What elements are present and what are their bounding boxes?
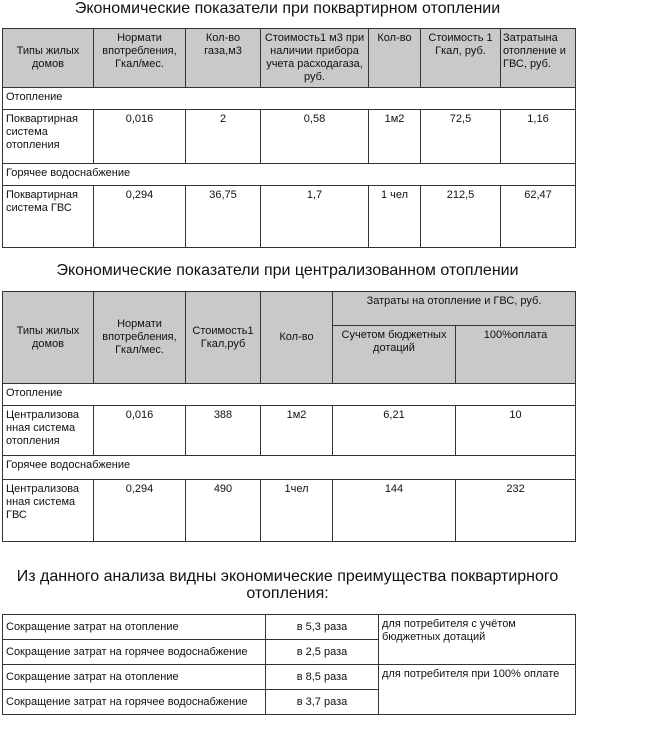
col-header-house-type: Типы жилых домов [3, 29, 94, 88]
cell-norm: 0,016 [94, 406, 186, 456]
col-header-gas-amount: Кол-во газа,м3 [186, 29, 261, 88]
section-row [3, 456, 576, 480]
cell-full-payment: 10 [456, 406, 576, 456]
section-water-label: Горячее водоснабжение [3, 164, 576, 186]
col-header-gcal-cost: Стоимость 1 Гкал, руб. [421, 29, 501, 88]
cell-quantity: 1м2 [261, 406, 333, 456]
summary-value: в 3,7 раза [266, 690, 379, 715]
section-heating-label: Отопление [3, 384, 576, 406]
cell-house-type: Централизова нная система ГВС [3, 480, 94, 542]
summary-note-subsidies: для потребителя с учётом бюджетных дотаций [379, 615, 576, 665]
summary-value: в 2,5 раза [266, 640, 379, 665]
cell-quantity: 1чел [261, 480, 333, 542]
summary-note-full-payment: для потребителя при 100% оплате [379, 665, 576, 715]
section-row [3, 164, 576, 186]
cell-house-type: Поквартирная система отопления [3, 110, 94, 164]
col-header-costs-group: Затраты на отопление и ГВС, руб. [333, 292, 576, 326]
col-header-quantity: Кол-во [261, 292, 333, 384]
cell-total-cost: 62,47 [501, 186, 576, 248]
cell-gcal-cost: 72,5 [421, 110, 501, 164]
col-header-full-payment: 100%оплата [456, 326, 576, 384]
cell-gcal-cost: 490 [186, 480, 261, 542]
col-header-gcal-cost: Стоимость1 Гкал,руб [186, 292, 261, 384]
col-header-with-subsidies: Сучетом бюджетных дотаций [333, 326, 456, 384]
individual-heating-table [2, 28, 576, 248]
table-row [3, 110, 576, 164]
cell-norm: 0,294 [94, 480, 186, 542]
col-header-quantity: Кол-во [369, 29, 421, 88]
cell-full-payment: 232 [456, 480, 576, 542]
table-row [3, 480, 576, 542]
summary-label: Сокращение затрат на отопление [3, 615, 266, 640]
summary-row [3, 665, 576, 690]
cell-quantity: 1 чел [369, 186, 421, 248]
central-heating-table [2, 291, 576, 542]
cell-gas-amount: 36,75 [186, 186, 261, 248]
col-header-total-cost: Затратына отопление и ГВС, руб. [501, 29, 576, 88]
summary-label: Сокращение затрат на горячее водоснабжение [3, 690, 266, 715]
cell-gas-amount: 2 [186, 110, 261, 164]
section-row [3, 384, 576, 406]
table-row [3, 406, 576, 456]
cell-norm: 0,016 [94, 110, 186, 164]
summary-label: Сокращение затрат на горячее водоснабжение [3, 640, 266, 665]
summary-row [3, 615, 576, 640]
savings-summary-table [2, 614, 576, 715]
cell-house-type: Централизова нная система отопления [3, 406, 94, 456]
section-heating-label: Отопление [3, 88, 576, 110]
section-water-label: Горячее водоснабжение [3, 456, 576, 480]
table-header-row [3, 29, 576, 88]
section-row [3, 88, 576, 110]
cell-gas-cost: 1,7 [261, 186, 369, 248]
col-header-house-type: Типы жилых домов [3, 292, 94, 384]
table2-title: Экономические показатели при централизованном отоплении [56, 262, 519, 279]
cell-norm: 0,294 [94, 186, 186, 248]
col-header-gas-cost: Стоимость1 м3 при наличии прибора учета расходагаза, руб. [261, 29, 369, 88]
col-header-norm: Нормати впотребления, Гкал/мес. [94, 29, 186, 88]
cell-total-cost: 1,16 [501, 110, 576, 164]
cell-gas-cost: 0,58 [261, 110, 369, 164]
cell-quantity: 1м2 [369, 110, 421, 164]
cell-house-type: Поквартирная система ГВС [3, 186, 94, 248]
conclusion-text: Из данного анализа видны экономические преимущества поквартирного отопления: [16, 568, 559, 602]
summary-label: Сокращение затрат на отопление [3, 665, 266, 690]
table-header-row [3, 292, 576, 326]
cell-gcal-cost: 388 [186, 406, 261, 456]
cell-with-subsidies: 6,21 [333, 406, 456, 456]
col-header-norm: Нормати впотребления, Гкал/мес. [94, 292, 186, 384]
table-row [3, 186, 576, 248]
cell-gcal-cost: 212,5 [421, 186, 501, 248]
summary-value: в 8,5 раза [266, 665, 379, 690]
table1-title: Экономические показатели при поквартирном отоплении [74, 0, 501, 17]
summary-value: в 5,3 раза [266, 615, 379, 640]
cell-with-subsidies: 144 [333, 480, 456, 542]
